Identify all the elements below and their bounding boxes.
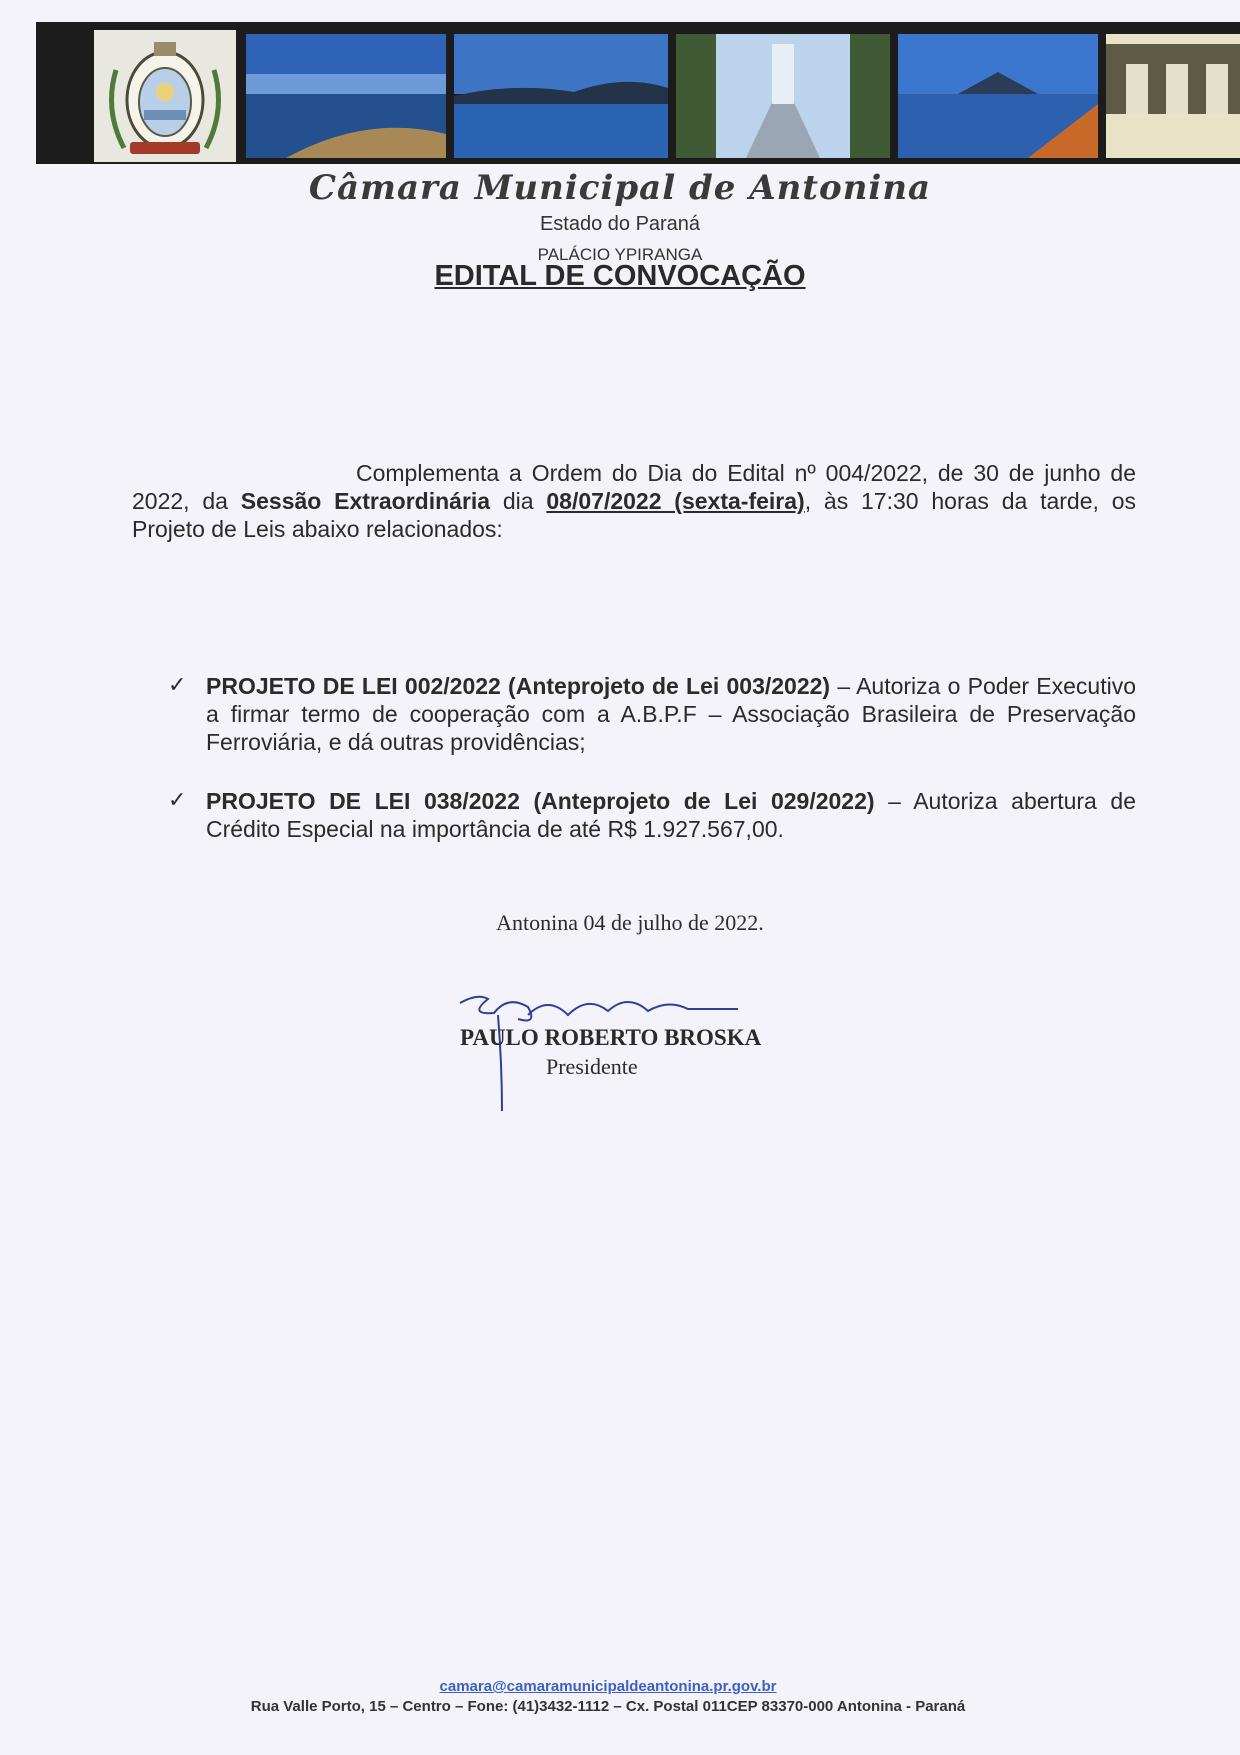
header-banner	[36, 22, 1240, 164]
list-item	[168, 787, 1136, 843]
bill-title: PROJETO DE LEI 038/2022 (Anteprojeto de Lei 029/2022)	[206, 788, 875, 814]
banner-photo-promenade	[676, 34, 890, 158]
list-item	[168, 672, 1136, 756]
footer-address: Rua Valle Porto, 15 – Centro – Fone: (41)3432-1112 – Cx. Postal 011CEP 83370-000 Antonina - Paraná	[250, 1698, 966, 1715]
palace-name: PALÁCIO YPIRANGA	[537, 245, 703, 264]
document-title: EDITAL DE CONVOCAÇÃO	[434, 260, 806, 292]
bill-title: PROJETO DE LEI 002/2022 (Anteprojeto de Lei 003/2022)	[206, 673, 831, 699]
session-date: 08/07/2022 (sexta-feira)	[546, 488, 805, 514]
signer-name: PAULO ROBERTO BROSKA	[460, 1025, 762, 1050]
intro-paragraph	[132, 459, 1136, 543]
council-name: Câmara Municipal de Antonina	[308, 168, 932, 208]
banner-photo-ruins	[1106, 34, 1240, 158]
banner-photo-bay	[246, 34, 446, 158]
session-type: Sessão Extraordinária	[240, 488, 491, 514]
place-date: Antonina 04 de julho de 2022.	[496, 910, 764, 935]
banner-photo-lake	[454, 34, 668, 158]
footer-email-link[interactable]: camara@camaramunicipaldeantonina.pr.gov.br	[439, 1678, 777, 1695]
coat-of-arms-icon	[94, 30, 236, 162]
intro-text-1: Complementa a Ordem do Dia do Edital nº 004/2022, de 30 de junho de 2022, da	[132, 460, 1136, 514]
bill-description: – Autoriza abertura de Crédito Especial na importância de até R$ 1.927.567,00.	[206, 788, 1136, 842]
bill-description: – Autoriza o Poder Executivo a firmar termo de cooperação com a A.B.P.F – Associação Brasileira de Preservação Ferroviária, e dá outras providências;	[206, 673, 1136, 755]
intro-text-3: , às 17:30 horas da tarde, os Projeto de Leis abaixo relacionados:	[132, 488, 1136, 542]
checkmark-icon: ✓	[168, 788, 187, 813]
checkmark-icon: ✓	[168, 673, 187, 698]
banner-photo-shore	[898, 34, 1098, 158]
signer-role: Presidente	[546, 1054, 638, 1079]
intro-text-2: dia	[490, 488, 547, 514]
state-name: Estado do Paraná	[539, 213, 701, 235]
